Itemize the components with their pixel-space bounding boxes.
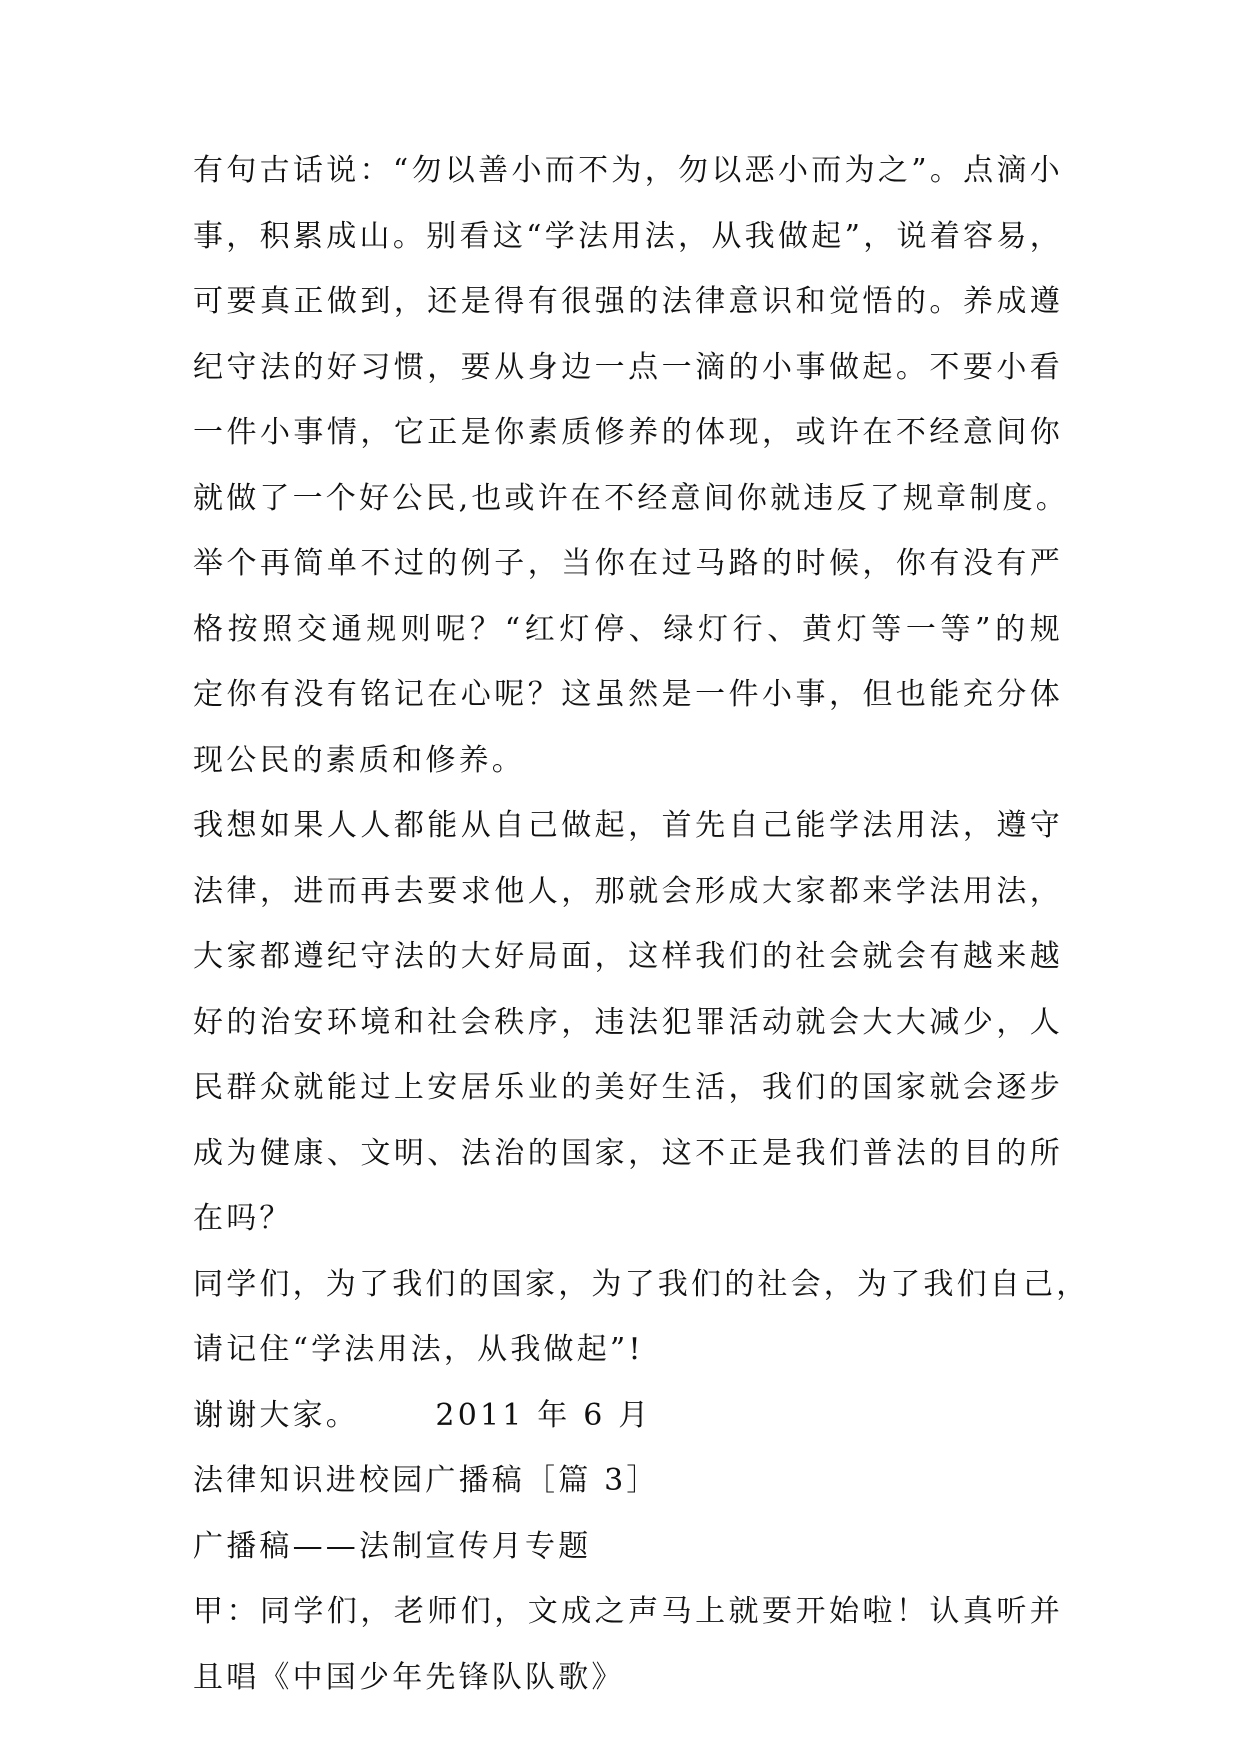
text-line: 有句古话说：“勿以善小而不为，勿以恶小而为之”。点滴小 bbox=[193, 153, 1063, 188]
text-line: 我想如果人人都能从自己做起，首先自己能学法用法，遵守 bbox=[193, 808, 1063, 843]
text-line: 甲：同学们，老师们，文成之声马上就要开始啦！认真听并 bbox=[193, 1594, 1063, 1629]
text-line: 就做了一个好公民,也或许在不经意间你就违反了规章制度。 bbox=[193, 480, 1069, 516]
text-line: 民群众就能过上安居乐业的美好生活，我们的国家就会逐步 bbox=[193, 1070, 1063, 1105]
text-line: 且唱《中国少年先锋队队歌》 bbox=[193, 1659, 625, 1695]
text-line: 一件小事情，它正是你素质修养的体现，或许在不经意间你 bbox=[193, 415, 1063, 450]
text-line: 事，积累成山。别看这“学法用法，从我做起”，说着容易， bbox=[193, 218, 1063, 254]
text-line: 可要真正做到，还是得有很强的法律意识和觉悟的。养成遵 bbox=[193, 284, 1063, 319]
document-body bbox=[193, 138, 1090, 1710]
text-line: 现公民的素质和修养。 bbox=[193, 742, 525, 778]
text-line: 法律，进而再去要求他人，那就会形成大家都来学法用法， bbox=[193, 873, 1063, 909]
text-line: 好的治安环境和社会秩序，违法犯罪活动就会大大减少，人 bbox=[193, 1004, 1063, 1040]
text-line: 请记住“学法用法，从我做起”! bbox=[193, 1332, 644, 1367]
text-line: 谢谢大家。 2011 年 6 月 bbox=[193, 1397, 652, 1433]
text-line: 同学们，为了我们的国家，为了我们的社会，为了我们自己， bbox=[193, 1266, 1090, 1302]
text-line: 成为健康、文明、法治的国家，这不正是我们普法的目的所 bbox=[193, 1135, 1063, 1171]
text-line: 格按照交通规则呢？“红灯停、绿灯行、黄灯等一等”的规 bbox=[193, 611, 1063, 647]
text-line: 纪守法的好习惯，要从身边一点一滴的小事做起。不要小看 bbox=[193, 349, 1063, 385]
text-line: 定你有没有铭记在心呢？这虽然是一件小事，但也能充分体 bbox=[193, 677, 1063, 712]
section-subheading: 广播稿——法制宣传月专题 bbox=[193, 1528, 592, 1564]
text-line: 举个再简单不过的例子，当你在过马路的时候，你有没有严 bbox=[193, 546, 1063, 581]
text-line: 在吗？ bbox=[193, 1201, 293, 1236]
text-line: 大家都遵纪守法的大好局面，这样我们的社会就会有越来越 bbox=[193, 939, 1063, 974]
section-heading: 法律知识进校园广播稿［篇 3］ bbox=[193, 1463, 660, 1498]
